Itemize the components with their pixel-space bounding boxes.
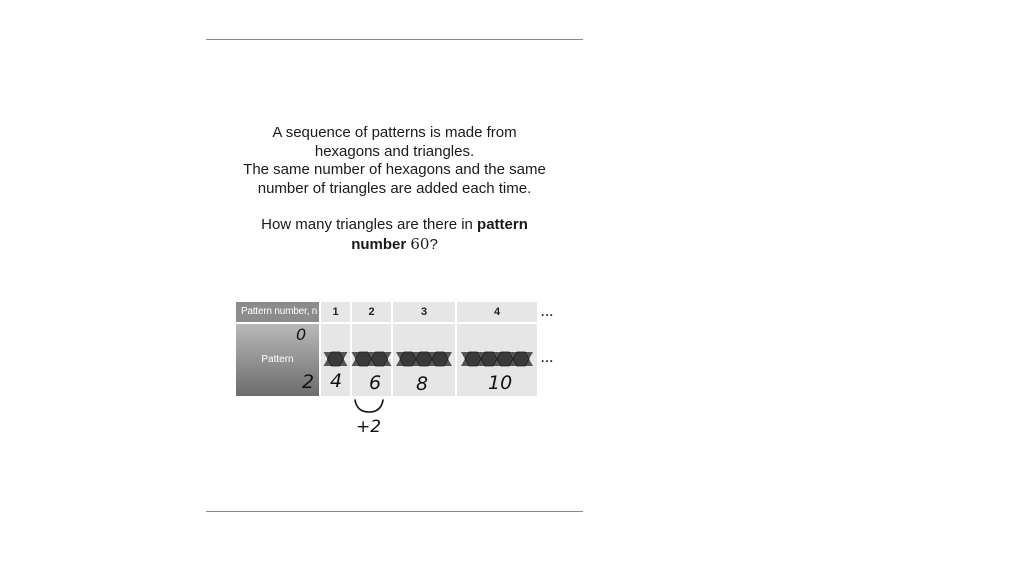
- pattern-table: [236, 302, 556, 402]
- triangle-count-4: 10: [488, 372, 513, 394]
- pattern-shapes: [236, 302, 556, 402]
- hexagon-shape: [432, 352, 448, 366]
- question-line-1: A sequence of patterns is made from: [272, 124, 517, 141]
- header-label-cell: Pattern number, n: [236, 302, 319, 322]
- hexagon-shape: [328, 352, 344, 366]
- hexagon-shape: [497, 352, 513, 366]
- handwritten-difference: +2: [356, 417, 382, 437]
- question-line-2: hexagons and triangles.: [314, 142, 475, 160]
- handwritten-zero: 0: [296, 325, 307, 344]
- triangle-count-3: 8: [416, 373, 429, 395]
- column-header-3: 3: [393, 302, 455, 322]
- question-ask-bold-1: pattern: [477, 216, 528, 233]
- hexagon-shape: [481, 352, 497, 366]
- hexagon-shape: [400, 352, 416, 366]
- pattern-label-cell: Pattern: [236, 324, 319, 396]
- question-ask-bold-2: number: [351, 235, 407, 253]
- hexagon-shape: [513, 352, 529, 366]
- hexagon-shape: [416, 352, 432, 366]
- pattern-ellipsis: ...: [541, 351, 555, 365]
- question-mark: ?: [429, 235, 438, 253]
- column-header-1: 1: [321, 302, 350, 322]
- hexagon-shape: [356, 352, 372, 366]
- question-ask-line-2: [206, 235, 583, 255]
- question-line-3: The same number of hexagons and the same: [243, 161, 546, 178]
- question-ask: [206, 216, 583, 235]
- column-header-4: 4: [457, 302, 537, 322]
- hexagon-shape: [372, 352, 388, 366]
- hexagon-shape: [465, 352, 481, 366]
- column-header-2: 2: [352, 302, 391, 322]
- handwritten-start: 2: [302, 371, 315, 393]
- question-text: [206, 124, 583, 254]
- triangle-count-1: 4: [330, 370, 343, 392]
- triangle-count-2: 6: [369, 372, 382, 394]
- top-divider: [206, 39, 583, 40]
- pattern-number-value: 60: [410, 234, 430, 253]
- question-line-4: number of triangles are added each time.: [257, 179, 532, 197]
- bottom-divider: [206, 511, 583, 512]
- header-ellipsis: ...: [541, 305, 555, 319]
- question-ask-prefix: How many triangles are there in: [261, 216, 478, 233]
